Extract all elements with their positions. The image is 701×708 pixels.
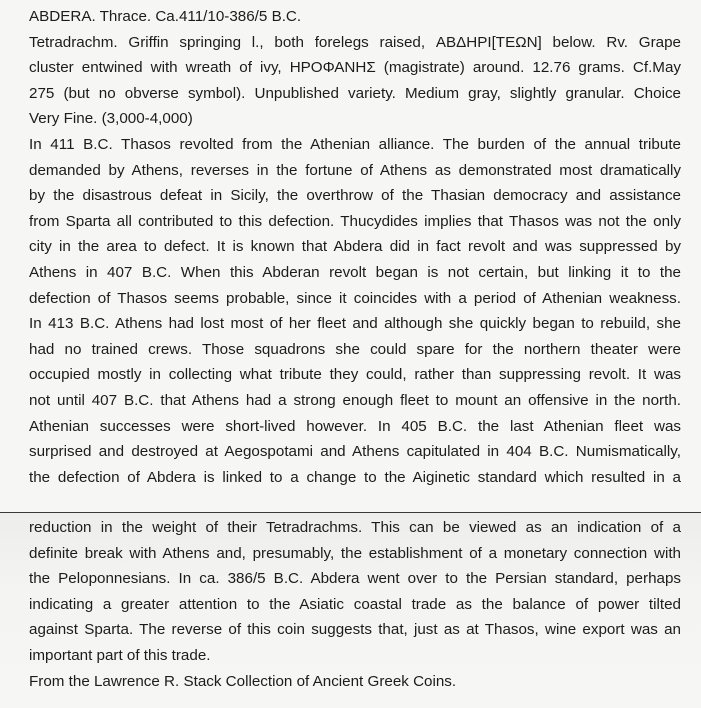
essay-line: In 413 B.C. Athens had lost most of her fleet and although she quickly began to rebuild, she bbox=[29, 315, 681, 333]
essay-line: the defection of Abdera is linked to a change to the Aiginetic standard which resulted in a bbox=[29, 468, 681, 486]
essay-line: surprised and destroyed at Aegospotami and Athens capitulated in 404 B.C. Numismatically, bbox=[29, 443, 681, 461]
page-break-divider bbox=[0, 512, 701, 513]
essay-line: defection of Thasos seems probable, since it coincides with a period of Athenian weakness. bbox=[29, 289, 681, 307]
essay-line: Athens in 407 B.C. When this Abderan revolt began is not certain, but linking it to the bbox=[29, 263, 681, 281]
essay-line: definite break with Athens and, presumably, the establishment of a monetary connection with bbox=[29, 544, 681, 562]
catalog-entry-top bbox=[29, 4, 681, 490]
essay-line: from Sparta all contributed to this defection. Thucydides implies that Thasos was not the only bbox=[29, 212, 681, 230]
essay-line: demanded by Athens, reverses in the fortune of Athens as demonstrated most dramatically bbox=[29, 161, 681, 179]
essay-line: the Peloponnesians. In ca. 386/5 B.C. Abdera went over to the Persian standard, perhaps bbox=[29, 570, 681, 588]
description-line: 275 (but no obverse symbol). Unpublished variety. Medium gray, slightly granular. Choice bbox=[29, 84, 681, 102]
description-line: Tetradrachm. Griffin springing l., both forelegs raised, ΑΒΔΗΡΙ[ΤΕΩΝ] below. Rv. Grape bbox=[29, 33, 681, 51]
provenance-note: From the Lawrence R. Stack Collection of Ancient Greek Coins. bbox=[29, 672, 457, 690]
catalog-entry-continued bbox=[29, 515, 681, 694]
essay-line: occupied mostly in collecting what tribute they could, rather than suppressing revolt. It was bbox=[29, 366, 681, 384]
essay-line: In 411 B.C. Thasos revolted from the Athenian alliance. The burden of the annual tribute bbox=[29, 135, 681, 153]
essay-line: Athenian successes were short-lived however. In 405 B.C. the last Athenian fleet was bbox=[29, 417, 681, 435]
description-line: Very Fine. (3,000-4,000) bbox=[29, 110, 193, 128]
description-line: cluster entwined with wreath of ivy, ΗΡΟΦΑΝΗΣ (magistrate) around. 12.76 grams. Cf.May bbox=[29, 59, 681, 77]
essay-line: not until 407 B.C. that Athens had a strong enough fleet to mount an offensive in the north. bbox=[29, 391, 681, 409]
essay-line: against Sparta. The reverse of this coin suggests that, just as at Thasos, wine export was an bbox=[29, 621, 681, 639]
essay-line: by the disastrous defeat in Sicily, the overthrow of the Thasian democracy and assistance bbox=[29, 187, 681, 205]
essay-line: indicating a greater attention to the Asiatic coastal trade as the balance of power tilted bbox=[29, 595, 681, 613]
lot-heading: ABDERA. Thrace. Ca.411/10-386/5 B.C. bbox=[29, 8, 302, 25]
essay-line: reduction in the weight of their Tetradrachms. This can be viewed as an indication of a bbox=[29, 519, 681, 536]
essay-line: important part of this trade. bbox=[29, 646, 211, 664]
essay-line: had no trained crews. Those squadrons she could spare for the northern theater were bbox=[29, 340, 681, 358]
essay-line: city in the area to defect. It is known that Abdera did in fact revolt and was suppressed by bbox=[29, 238, 681, 256]
